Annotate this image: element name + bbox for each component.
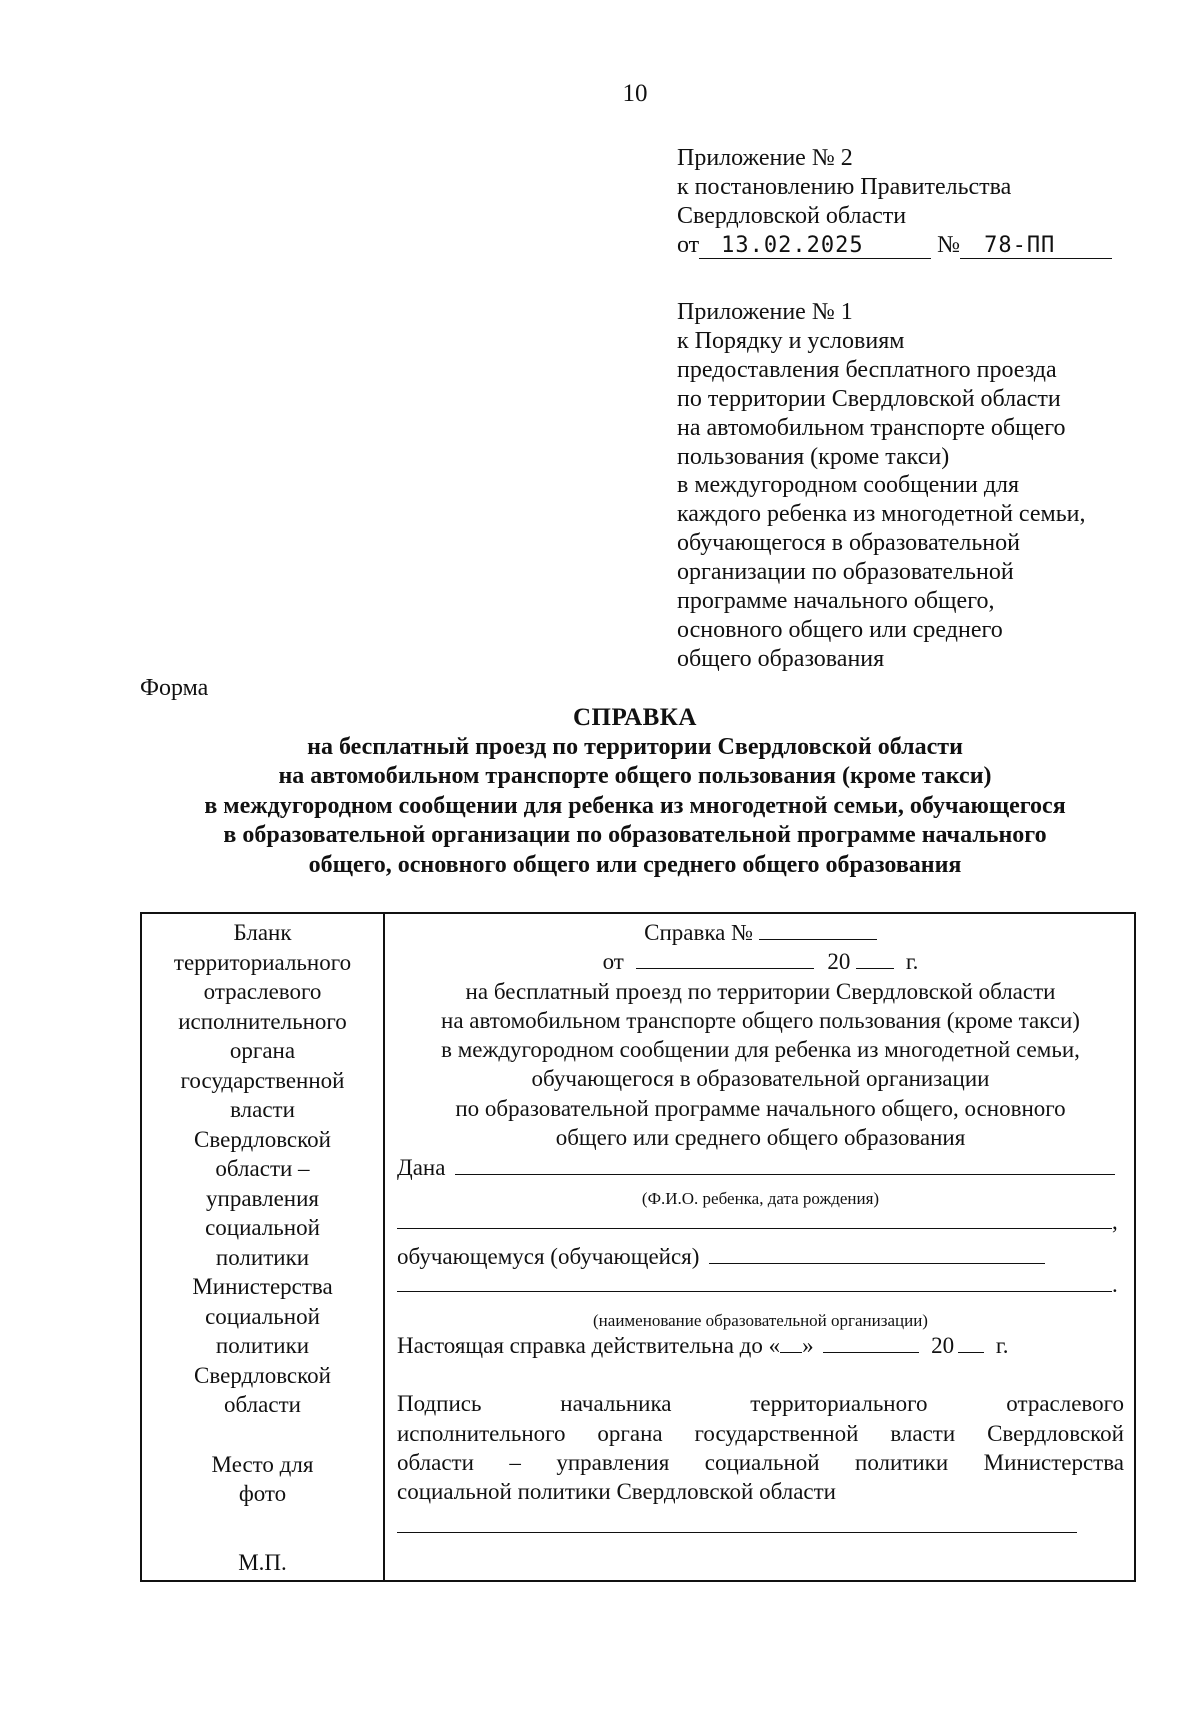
- title-line: на бесплатный проезд по территории Свердловской области: [307, 733, 963, 760]
- letterhead-line: Бланк: [233, 920, 292, 945]
- letterhead-line: области –: [215, 1156, 310, 1181]
- decree-number: 78-ПП: [960, 234, 1112, 259]
- letterhead-line: исполнительного: [178, 1008, 347, 1034]
- student-row: [397, 1242, 1124, 1272]
- certificate-body-line: обучающегося в образовательной организации: [531, 1066, 990, 1091]
- photo-placeholder-label: фото: [238, 1481, 287, 1506]
- spacer: [142, 1420, 383, 1450]
- signature-text-line: социальной политики Свердловской области: [397, 1479, 836, 1504]
- child-name-continuation-row: [397, 1207, 1124, 1237]
- appendix-2-line: Приложение № 2: [677, 145, 853, 171]
- letterhead-line: социальной: [205, 1303, 320, 1329]
- signature-text-line: области – управления социальной политики Министерства: [397, 1450, 1124, 1475]
- date-from-label: от: [602, 949, 624, 974]
- year-suffix: г.: [905, 949, 919, 974]
- certificate-body-line: на автомобильном транспорте общего пользования (кроме такси): [441, 1008, 1080, 1033]
- appendix-1-line: предоставления бесплатного проезда: [677, 356, 1057, 383]
- organization-continuation-row: [397, 1270, 1124, 1300]
- document-title: [0, 703, 1200, 880]
- education-organization-field[interactable]: [709, 1243, 1045, 1264]
- certificate-body-column: [385, 914, 1136, 1580]
- comma: ,: [1112, 1209, 1118, 1234]
- issued-to-label: Дана: [397, 1155, 446, 1180]
- education-organization-continuation-field[interactable]: [397, 1271, 1112, 1292]
- appendix-1-line: в междугородном сообщении для: [677, 472, 1020, 499]
- photo-placeholder-label: Место для: [211, 1451, 314, 1477]
- letterhead-line: социальной: [205, 1215, 320, 1240]
- letterhead-line: политики: [215, 1244, 310, 1270]
- certificate-body-line: в междугородном сообщении для ребенка из многодетной семьи,: [441, 1037, 1080, 1062]
- validity-day-field[interactable]: [780, 1332, 802, 1353]
- decree-date: 13.02.2025: [699, 234, 931, 259]
- appendix-2-line: Свердловской области: [677, 203, 907, 229]
- appendix-2-date-number-line: [677, 231, 1112, 260]
- year-field[interactable]: [856, 948, 894, 969]
- period: .: [1112, 1272, 1118, 1297]
- appendix-1-line: общего образования: [677, 645, 885, 672]
- child-name-caption: (Ф.И.О. ребенка, дата рождения): [641, 1189, 880, 1208]
- certificate-number-field[interactable]: [759, 919, 877, 940]
- certificate-form-table: [140, 912, 1136, 1582]
- appendix-2-header: [677, 144, 1112, 260]
- certificate-date-field[interactable]: [636, 948, 814, 969]
- appendix-1-line: на автомобильном транспорте общего: [677, 414, 1066, 441]
- title-line: в образовательной организации по образовательной программе начального: [223, 822, 1047, 848]
- signature-field[interactable]: [397, 1512, 1077, 1533]
- letterhead-line: Министерства: [192, 1274, 333, 1299]
- validity-quote-close: »: [802, 1333, 814, 1358]
- letterhead-line: отраслевого: [203, 979, 322, 1004]
- issued-to-row: [397, 1153, 1124, 1183]
- letterhead-line: территориального: [173, 949, 352, 975]
- letterhead-line: Свердловской: [194, 1362, 331, 1388]
- number-prefix: №: [937, 232, 961, 258]
- letterhead-line: области: [224, 1392, 301, 1417]
- appendix-1-line: организации по образовательной: [677, 559, 1014, 586]
- validity-month-field[interactable]: [823, 1332, 919, 1353]
- appendix-1-line: обучающегося в образовательной: [677, 530, 1020, 557]
- appendix-1-line: по территории Свердловской области: [677, 385, 1061, 412]
- certificate-number-label: Справка №: [644, 920, 754, 945]
- appendix-1-line: основного общего или среднего: [677, 616, 1003, 643]
- validity-year-prefix: 20: [931, 1333, 955, 1358]
- validity-row: [397, 1331, 1124, 1361]
- certificate-date-row: [397, 947, 1124, 977]
- page-number: 10: [622, 80, 648, 107]
- appendix-1-line: пользования (кроме такси): [677, 443, 950, 470]
- letterhead-line: управления: [206, 1185, 319, 1211]
- appendix-1-line: каждого ребенка из многодетной семьи,: [677, 501, 1086, 528]
- form-label: Форма: [140, 675, 209, 701]
- appendix-1-header: [677, 298, 1086, 674]
- title-line: на автомобильном транспорте общего пользования (кроме такси): [278, 763, 992, 789]
- child-name-continuation-field[interactable]: [397, 1208, 1112, 1229]
- letterhead-line: органа: [229, 1038, 296, 1063]
- appendix-1-line: к Порядку и условиям: [677, 327, 905, 354]
- letterhead-column: [142, 914, 385, 1580]
- year-prefix: 20: [827, 949, 851, 974]
- certificate-number-row: [397, 918, 1124, 948]
- organization-caption: (наименование образовательной организации): [593, 1311, 928, 1330]
- certificate-body-line: на бесплатный проезд по территории Свердловской области: [465, 979, 1056, 1004]
- letterhead-line: государственной: [180, 1067, 345, 1093]
- validity-year-field[interactable]: [958, 1332, 984, 1353]
- validity-label: Настоящая справка действительна до «: [397, 1333, 781, 1358]
- validity-year-suffix: г.: [995, 1333, 1009, 1358]
- title-heading: СПРАВКА: [573, 704, 697, 731]
- date-prefix: от: [677, 232, 700, 258]
- appendix-1-line: Приложение № 1: [677, 299, 853, 325]
- appendix-2-line: к постановлению Правительства: [677, 174, 1012, 200]
- certificate-body-line: общего или среднего общего образования: [555, 1125, 966, 1150]
- certificate-body-line: по образовательной программе начального общего, основного: [455, 1096, 1066, 1121]
- title-line: в междугородном сообщении для ребенка из многодетной семьи, обучающегося: [204, 792, 1066, 819]
- signature-text-line: исполнительного органа государственной власти Свердловской: [397, 1421, 1124, 1446]
- stamp-place-label: М.П.: [238, 1550, 287, 1575]
- student-label: обучающемуся (обучающейся): [397, 1244, 700, 1269]
- title-line: общего, основного общего или среднего общего образования: [308, 851, 962, 878]
- letterhead-line: власти: [230, 1097, 295, 1122]
- signature-row: [397, 1511, 1124, 1541]
- signature-text-line: Подпись начальника территориального отраслевого: [397, 1391, 1124, 1416]
- child-name-field[interactable]: [455, 1154, 1115, 1175]
- letterhead-line: Свердловской: [194, 1126, 331, 1152]
- appendix-1-line: программе начального общего,: [677, 588, 995, 615]
- letterhead-line: политики: [215, 1333, 310, 1358]
